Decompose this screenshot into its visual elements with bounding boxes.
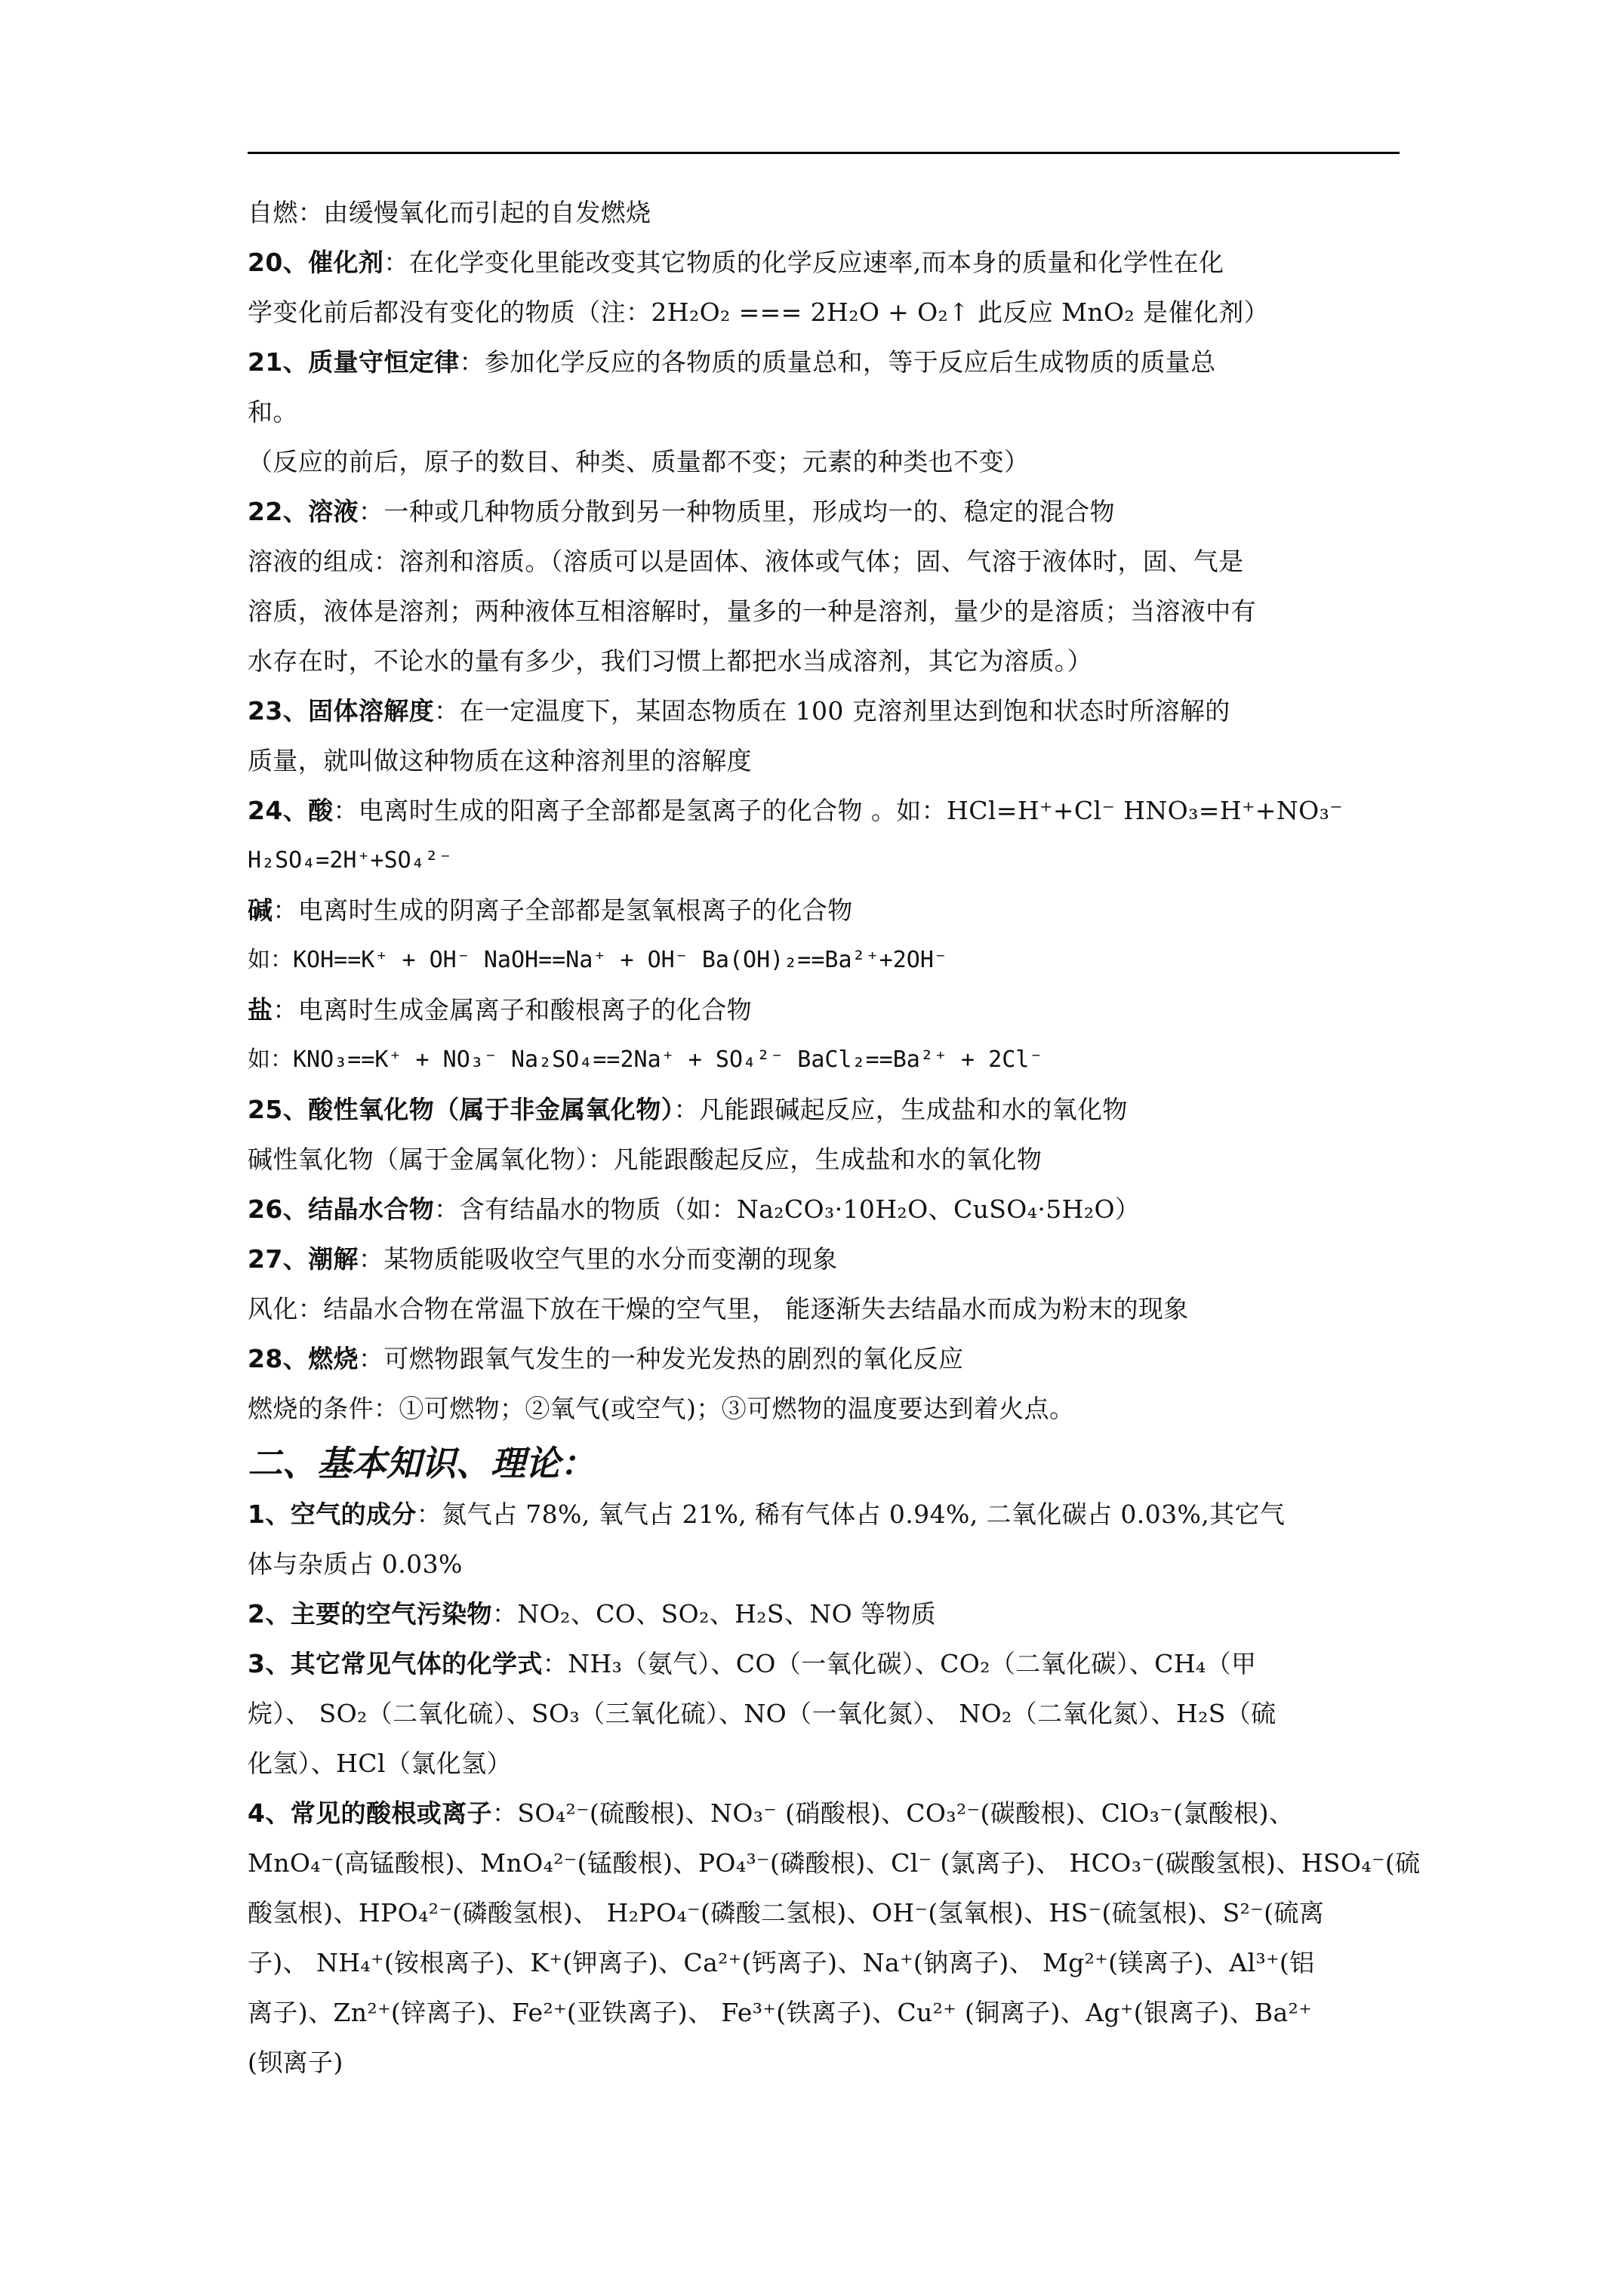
line-18: 如：KNO₃==K⁺ + NO₃⁻ Na₂SO₄==2Na⁺ + SO₄²⁻ BaCl₂==Ba²⁺ + 2Cl⁻ xyxy=(248,1046,1043,1073)
line-22: 27、潮解：某物质能吸收空气里的水分而变潮的现象 xyxy=(248,1244,838,1274)
line-19: 25、酸性氧化物（属于非金属氧化物）：凡能跟碱起反应，生成盐和水的氧化物 xyxy=(248,1095,1128,1124)
line-14: H₂SO₄=2H⁺+SO₄²⁻ xyxy=(248,847,452,874)
line-28: 体与杂质占 0.03% xyxy=(248,1549,463,1579)
line-2: 20、催化剂：在化学变化里能改变其它物质的化学反应速率,而本身的质量和化学性在化 xyxy=(248,248,1224,277)
line-8: 溶液的组成：溶剂和溶质。（溶质可以是固体、液体或气体；固、气溶于液体时，固、气是 xyxy=(248,547,1244,576)
header-rule xyxy=(248,152,1400,154)
term-heading: 碱 xyxy=(248,895,273,925)
term-heading: 26、结晶水合物 xyxy=(248,1194,435,1224)
line-11: 23、固体溶解度：在一定温度下，某固态物质在 100 克溶剂里达到饱和状态时所溶解的 xyxy=(248,696,1230,726)
term-heading: 22、溶液 xyxy=(248,497,359,526)
line-5: 和。 xyxy=(248,397,298,427)
line-25: 燃烧的条件：①可燃物；②氧气(或空气)；③可燃物的温度要达到着火点。 xyxy=(248,1394,1075,1423)
line-13: 24、酸：电离时生成的阳离子全部都是氢离子的化合物 。如：HCl=H⁺+Cl⁻ HNO₃=H⁺+NO₃⁻ xyxy=(248,796,1344,825)
term-heading: 1、空气的成分 xyxy=(248,1499,417,1529)
term-heading: 28、燃烧 xyxy=(248,1344,359,1373)
line-34: MnO₄⁻(高锰酸根)、MnO₄²⁻(锰酸根)、PO₄³⁻(磷酸根)、Cl⁻ (氯离子)、 HCO₃⁻(碳酸氢根)、HSO₄⁻(硫 xyxy=(248,1848,1421,1878)
line-17: 盐：电离时生成金属离子和酸根离子的化合物 xyxy=(248,995,753,1025)
term-heading: 27、潮解 xyxy=(248,1244,359,1274)
term-heading: 盐 xyxy=(248,995,273,1025)
line-29: 2、主要的空气污染物：NO₂、CO、SO₂、H₂S、NO 等物质 xyxy=(248,1599,937,1629)
line-21: 26、结晶水合物：含有结晶水的物质（如：Na₂CO₃·10H₂O、CuSO₄·5H₂O） xyxy=(248,1194,1141,1224)
line-32: 化氢）、HCl（氯化氢） xyxy=(248,1749,512,1778)
line-23: 风化：结晶水合物在常温下放在干燥的空气里， 能逐渐失去结晶水而成为粉末的现象 xyxy=(248,1294,1189,1324)
line-7: 22、溶液：一种或几种物质分散到另一种物质里，形成均一的、稳定的混合物 xyxy=(248,497,1115,526)
term-heading: 4、常见的酸根或离子 xyxy=(248,1798,492,1828)
term-heading: 3、其它常见气体的化学式 xyxy=(248,1649,543,1678)
line-4: 21、质量守恒定律：参加化学反应的各物质的质量总和，等于反应后生成物质的质量总 xyxy=(248,347,1216,377)
line-35: 酸氢根)、HPO₄²⁻(磷酸氢根)、 H₂PO₄⁻(磷酸二氢根)、OH⁻(氢氧根)、HS⁻(硫氢根)、S²⁻(硫离 xyxy=(248,1898,1325,1928)
term-heading: 2、主要的空气污染物 xyxy=(248,1599,492,1629)
term-heading: 20、催化剂 xyxy=(248,248,384,277)
line-31: 烷）、 SO₂（二氧化硫）、SO₃（三氧化硫）、NO（一氧化氮）、 NO₂（二氧化氮）、H₂S（硫 xyxy=(248,1699,1277,1728)
document-body xyxy=(248,198,1421,2097)
line-30: 3、其它常见气体的化学式：NH₃（氨气）、CO（一氧化碳）、CO₂（二氧化碳）、CH₄（甲 xyxy=(248,1649,1257,1678)
term-heading: 23、固体溶解度 xyxy=(248,696,435,726)
line-6: （反应的前后，原子的数目、种类、质量都不变；元素的种类也不变） xyxy=(248,447,1030,476)
term-heading: 25、酸性氧化物（属于非金属氧化物） xyxy=(248,1095,674,1124)
line-3: 学变化前后都没有变化的物质（注：2H₂O₂ === 2H₂O + O₂↑ 此反应 MnO₂ 是催化剂） xyxy=(248,297,1270,327)
line-12: 质量，就叫做这种物质在这种溶剂里的溶解度 xyxy=(248,746,752,775)
line-27: 1、空气的成分：氮气占 78%, 氧气占 21%, 稀有气体占 0.94%, 二氧化碳占 0.03%,其它气 xyxy=(248,1499,1286,1529)
line-15: 碱：电离时生成的阴离子全部都是氢氧根离子的化合物 xyxy=(248,895,853,925)
line-20: 碱性氧化物（属于金属氧化物）：凡能跟酸起反应，生成盐和水的氧化物 xyxy=(248,1145,1042,1174)
line-37: 离子)、Zn²⁺(锌离子)、Fe²⁺(亚铁离子)、 Fe³⁺(铁离子)、Cu²⁺ (铜离子)、Ag⁺(银离子)、Ba²⁺ xyxy=(248,1998,1313,2027)
line-1: 自燃：由缓慢氧化而引起的自发燃烧 xyxy=(248,198,651,227)
term-heading: 24、酸 xyxy=(248,796,334,825)
term-heading: 21、质量守恒定律 xyxy=(248,347,460,377)
line-36: 子)、 NH₄⁺(铵根离子)、K⁺(钾离子)、Ca²⁺(钙离子)、Na⁺(钠离子)、 Mg²⁺(镁离子)、Al³⁺(铝 xyxy=(248,1948,1315,1977)
line-9: 溶质，液体是溶剂；两种液体互相溶解时，量多的一种是溶剂，量少的是溶质；当溶液中有 xyxy=(248,596,1256,626)
line-16: 如：KOH==K⁺ + OH⁻ NaOH==Na⁺ + OH⁻ Ba(OH)₂==Ba²⁺+2OH⁻ xyxy=(248,947,947,973)
line-38: (钡离子) xyxy=(248,2048,343,2077)
section-heading: 二、基本知识、理论： xyxy=(248,1443,595,1484)
line-10: 水存在时，不论水的量有多少，我们习惯上都把水当成溶剂，其它为溶质。） xyxy=(248,646,1093,676)
line-33: 4、常见的酸根或离子：SO₄²⁻(硫酸根)、NO₃⁻ (硝酸根)、CO₃²⁻(碳酸根)、ClO₃⁻(氯酸根)、 xyxy=(248,1798,1295,1828)
line-24: 28、燃烧：可燃物跟氧气发生的一种发光发热的剧烈的氧化反应 xyxy=(248,1344,964,1373)
